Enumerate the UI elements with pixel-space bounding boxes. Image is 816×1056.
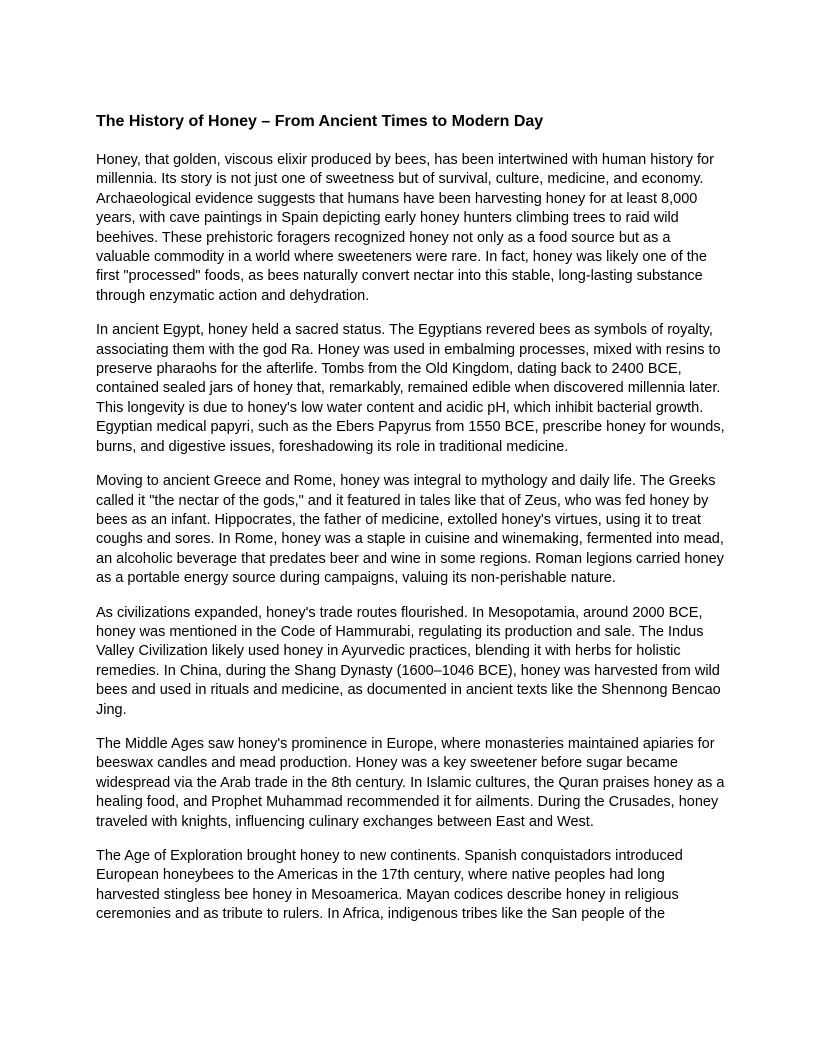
paragraph-6: The Age of Exploration brought honey to new continents. Spanish conquistadors introduced European honeybees to the Americas in the 17th century, where native peoples had long harvested stingless bee honey in Mesoamerica. Mayan codices describe honey in religious ceremonies and as tribute to rulers. In Africa, indigenous tribes like the San people of the [96,848,683,923]
document-page [96,112,726,940]
paragraph-1: Honey, that golden, viscous elixir produced by bees, has been intertwined with human history for millennia. Its story is not just one of sweetness but of survival, culture, medicine, and economy. Archaeological evidence suggests that humans have been harvesting honey for at least 8,000 years, with cave paintings in Spain depicting early honey hunters climbing trees to raid wild beehives. These prehistoric foragers recognized honey not only as a food source but as a valuable commodity in a world where sweeteners were rare. In fact, honey was likely one of the first "processed" foods, as bees naturally convert nectar into this stable, long-lasting substance through enzymatic action and dehydration. [96,152,714,304]
paragraph-3: Moving to ancient Greece and Rome, honey was integral to mythology and daily life. The Greeks called it "the nectar of the gods," and it featured in tales like that of Zeus, who was fed honey by bees as an infant. Hippocrates, the father of medicine, extolled honey's virtues, using it to treat coughs and sores. In Rome, honey was a staple in cuisine and winemaking, fermented into mead, an alcoholic beverage that predates beer and wine in some regions. Roman legions carried honey as a portable energy source during campaigns, valuing its non-perishable nature. [96,473,724,587]
document-title: The History of Honey – From Ancient Times to Modern Day [96,113,544,130]
paragraph-5: The Middle Ages saw honey's prominence in Europe, where monasteries maintained apiaries for beeswax candles and mead production. Honey was a key sweetener before sugar became widespread via the Arab trade in the 8th century. In Islamic cultures, the Quran praises honey as a healing food, and Prophet Muhammad recommended it for ailments. During the Crusades, honey traveled with knights, influencing culinary exchanges between East and West. [96,735,725,830]
paragraph-4: As civilizations expanded, honey's trade routes flourished. In Mesopotamia, around 2000 BCE, honey was mentioned in the Code of Hammurabi, regulating its production and sale. The Indus Valley Civilization likely used honey in Ayurvedic practices, blending it with herbs for holistic remedies. In China, during the Shang Dynasty (1600–1046 BCE), honey was harvested from wild bees and used in rituals and medicine, as documented in ancient texts like the Shennong Bencao Jing. [96,604,721,718]
paragraph-2: In ancient Egypt, honey held a sacred status. The Egyptians revered bees as symbols of royalty, associating them with the god Ra. Honey was used in embalming processes, mixed with resins to preserve pharaohs for the afterlife. Tombs from the Old Kingdom, dating back to 2400 BCE, contained sealed jars of honey that, remarkably, remained edible when discovered millennia later. This longevity is due to honey's low water content and acidic pH, which inhibit bacterial growth. Egyptian medical papyri, such as the Ebers Papyrus from 1550 BCE, prescribe honey for wounds, burns, and digestive issues, foreshadowing its role in traditional medicine. [96,322,725,455]
